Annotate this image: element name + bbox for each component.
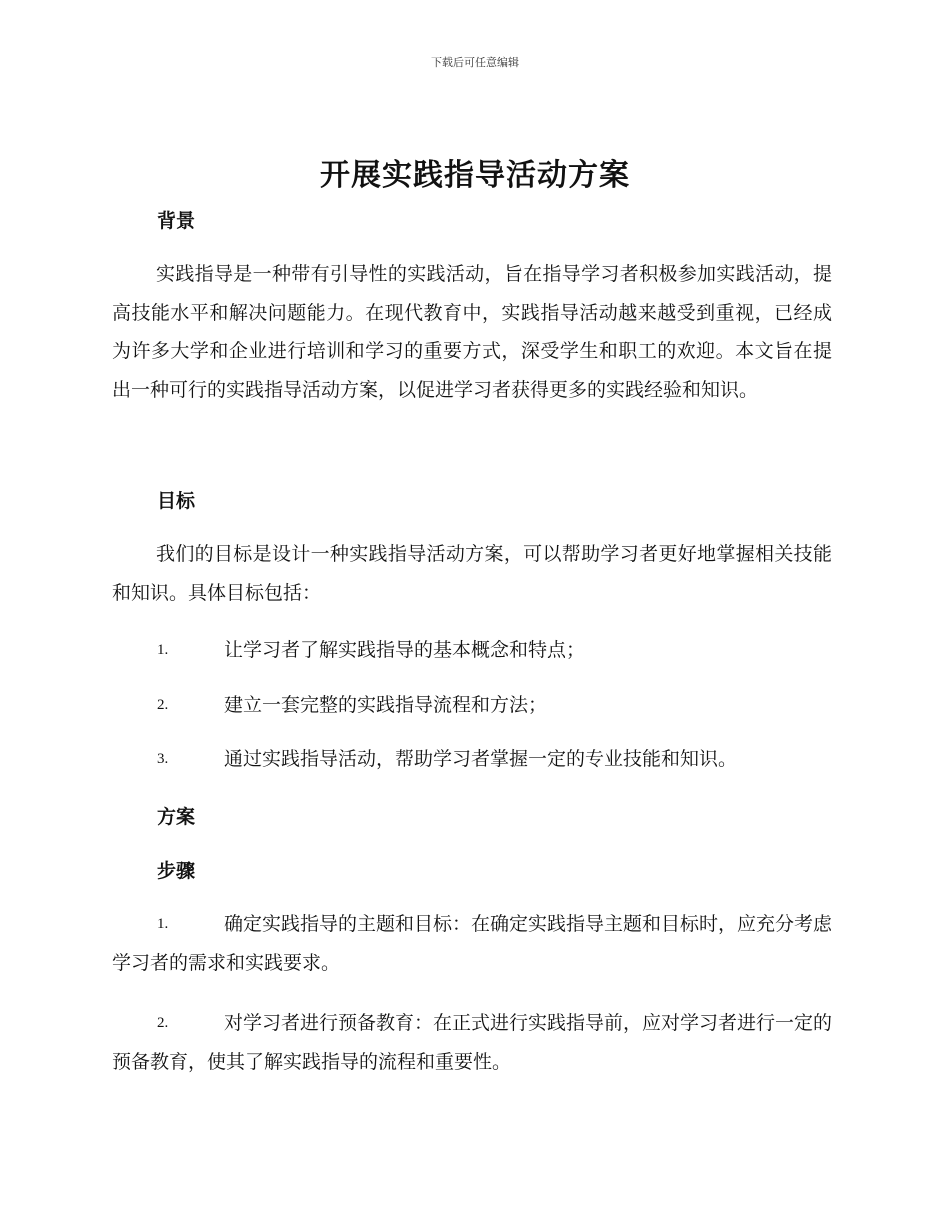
goal-item — [112, 631, 832, 670]
goal-item — [112, 740, 832, 779]
goal-item — [112, 686, 832, 725]
step-item-text: 对学习者进行预备教育：在正式进行实践指导前，应对学习者进行一定的预备教育，使其了解实践指导的流程和重要性。 — [112, 1012, 833, 1073]
section-heading-plan: 方案 — [157, 806, 196, 828]
document-title: 开展实践指导活动方案 — [320, 158, 630, 193]
section-heading-steps: 步骤 — [157, 860, 196, 882]
goal-item-number: 2. — [157, 697, 169, 713]
step-item-number: 2. — [157, 1015, 169, 1031]
step-item — [112, 905, 832, 982]
step-item-number: 1. — [157, 916, 169, 932]
step-item — [112, 1004, 832, 1081]
goal-item-number: 3. — [157, 751, 169, 767]
goal-item-text: 建立一套完整的实践指导流程和方法； — [224, 694, 548, 716]
goal-item-number: 1. — [157, 642, 169, 658]
header-note: 下载后可任意编辑 — [431, 56, 519, 69]
background-paragraph: 实践指导是一种带有引导性的实践活动，旨在指导学习者积极参加实践活动，提高技能水平和解决问题能力。在现代教育中，实践指导活动越来越受到重视，已经成为许多大学和企业进行培训和学习的重要方式，深受学生和职工的欢迎。本文旨在提出一种可行的实践指导活动方案，以促进学习者获得更多的实践经验和知识。 — [112, 263, 832, 401]
section-heading-background: 背景 — [157, 210, 196, 232]
goal-item-text: 让学习者了解实践指导的基本概念和特点； — [224, 639, 586, 661]
goals-paragraph: 我们的目标是设计一种实践指导活动方案，可以帮助学习者更好地掌握相关技能和知识。具体目标包括： — [112, 543, 832, 604]
step-item-text: 确定实践指导的主题和目标：在确定实践指导主题和目标时，应充分考虑学习者的需求和实践要求。 — [112, 913, 833, 974]
section-heading-goals: 目标 — [157, 490, 196, 512]
goal-item-text: 通过实践指导活动，帮助学习者掌握一定的专业技能和知识。 — [224, 748, 738, 770]
